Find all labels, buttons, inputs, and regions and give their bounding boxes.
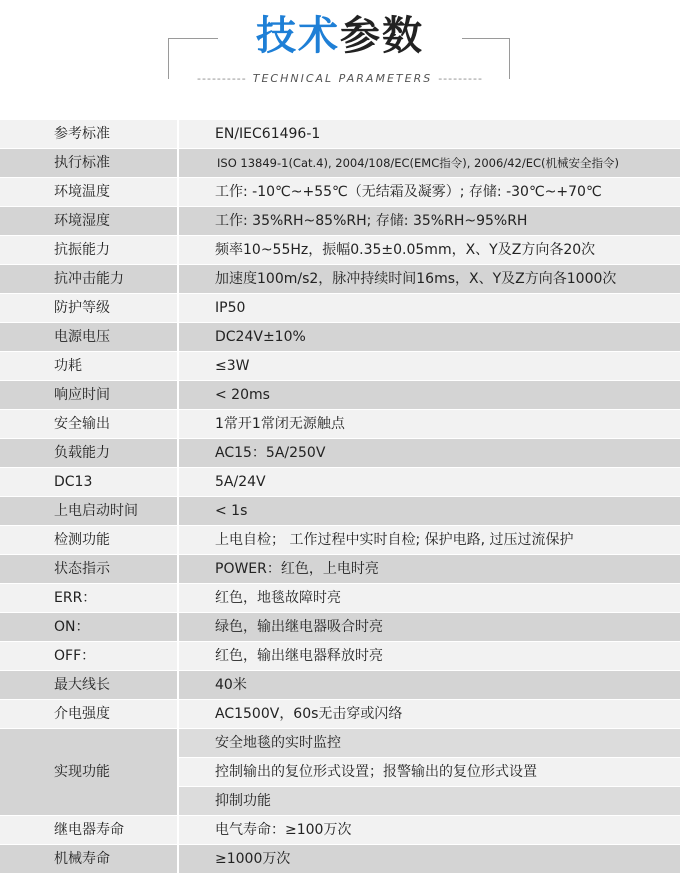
row-label: 抗冲击能力 bbox=[0, 265, 178, 294]
row-label: ON： bbox=[0, 613, 178, 642]
row-label: 继电器寿命 bbox=[0, 816, 178, 845]
row-value: < 1s bbox=[178, 497, 680, 526]
subtitle-text: TECHNICAL PARAMETERS bbox=[252, 72, 433, 85]
row-label: 电源电压 bbox=[0, 323, 178, 352]
table-row bbox=[0, 178, 680, 207]
table-row bbox=[0, 207, 680, 236]
row-value: 红色，输出继电器释放时亮 bbox=[178, 642, 680, 671]
table-row bbox=[0, 410, 680, 439]
table-row bbox=[0, 265, 680, 294]
row-value: 工作: -10℃~+55℃（无结霜及凝雾）; 存储: -30℃~+70℃ bbox=[178, 178, 680, 207]
row-value: 电气寿命：≥100万次 bbox=[178, 816, 680, 845]
function-item: 控制输出的复位形式设置；报警输出的复位形式设置 bbox=[178, 758, 680, 787]
row-label: 响应时间 bbox=[0, 381, 178, 410]
page-subtitle bbox=[0, 72, 680, 85]
row-label: 上电启动时间 bbox=[0, 497, 178, 526]
table-row bbox=[0, 613, 680, 642]
table-row bbox=[0, 149, 680, 178]
table-row bbox=[0, 352, 680, 381]
row-value: 工作: 35%RH~85%RH; 存储: 35%RH~95%RH bbox=[178, 207, 680, 236]
table-row bbox=[0, 468, 680, 497]
row-value: 红色，地毯故障时亮 bbox=[178, 584, 680, 613]
row-label: OFF： bbox=[0, 642, 178, 671]
function-item: 安全地毯的实时监控 bbox=[178, 729, 680, 758]
table-row bbox=[0, 497, 680, 526]
table-row bbox=[0, 381, 680, 410]
row-value: AC15：5A/250V bbox=[178, 439, 680, 468]
table-row bbox=[0, 845, 680, 874]
table-row bbox=[0, 120, 680, 149]
table-row bbox=[0, 323, 680, 352]
row-label: DC13 bbox=[0, 468, 178, 497]
row-value: 5A/24V bbox=[178, 468, 680, 497]
row-label: 环境温度 bbox=[0, 178, 178, 207]
row-value: 40米 bbox=[178, 671, 680, 700]
table-row bbox=[0, 700, 680, 729]
row-value: ≥1000万次 bbox=[178, 845, 680, 874]
row-label: 检测功能 bbox=[0, 526, 178, 555]
row-label: ERR： bbox=[0, 584, 178, 613]
row-label: 环境湿度 bbox=[0, 207, 178, 236]
row-label: 负载能力 bbox=[0, 439, 178, 468]
row-value: AC1500V，60s无击穿或闪络 bbox=[178, 700, 680, 729]
row-label: 状态指示 bbox=[0, 555, 178, 584]
table-row bbox=[0, 816, 680, 845]
row-value: 绿色，输出继电器吸合时亮 bbox=[178, 613, 680, 642]
row-value: 加速度100m/s2，脉冲持续时间16ms，X、Y及Z方向各1000次 bbox=[178, 265, 680, 294]
row-value: < 20ms bbox=[178, 381, 680, 410]
row-value: 1常开1常闭无源触点 bbox=[178, 410, 680, 439]
row-value: DC24V±10% bbox=[178, 323, 680, 352]
table-row bbox=[0, 439, 680, 468]
row-label: 机械寿命 bbox=[0, 845, 178, 874]
row-value: ISO 13849-1(Cat.4), 2004/108/EC(EMC指令), 2006/42/EC(机械安全指令) bbox=[178, 149, 680, 178]
subtitle-dash-right: --------- bbox=[438, 72, 483, 85]
function-item: 抑制功能 bbox=[178, 787, 680, 816]
table-row bbox=[0, 555, 680, 584]
row-label: 参考标准 bbox=[0, 120, 178, 149]
table-row-functions bbox=[0, 729, 680, 758]
table-row bbox=[0, 584, 680, 613]
page-title bbox=[0, 10, 680, 62]
row-value: 频率10~55Hz，振幅0.35±0.05mm，X、Y及Z方向各20次 bbox=[178, 236, 680, 265]
row-value: ≤3W bbox=[178, 352, 680, 381]
parameters-table bbox=[0, 120, 680, 874]
row-label: 防护等级 bbox=[0, 294, 178, 323]
header bbox=[0, 0, 680, 118]
table-row bbox=[0, 642, 680, 671]
title-dark: 参数 bbox=[340, 13, 424, 59]
row-value: 上电自检； 工作过程中实时自检; 保护电路, 过压过流保护 bbox=[178, 526, 680, 555]
row-label: 介电强度 bbox=[0, 700, 178, 729]
row-label: 实现功能 bbox=[0, 729, 178, 816]
row-value: EN/IEC61496-1 bbox=[178, 120, 680, 149]
table-row bbox=[0, 671, 680, 700]
table-row bbox=[0, 236, 680, 265]
row-value: POWER：红色，上电时亮 bbox=[178, 555, 680, 584]
row-label: 安全输出 bbox=[0, 410, 178, 439]
row-value: IP50 bbox=[178, 294, 680, 323]
row-label: 功耗 bbox=[0, 352, 178, 381]
row-label: 抗振能力 bbox=[0, 236, 178, 265]
subtitle-dash-left: ---------- bbox=[197, 72, 247, 85]
title-blue: 技术 bbox=[256, 13, 340, 59]
row-label: 最大线长 bbox=[0, 671, 178, 700]
table-row bbox=[0, 294, 680, 323]
row-label: 执行标准 bbox=[0, 149, 178, 178]
table-row bbox=[0, 526, 680, 555]
